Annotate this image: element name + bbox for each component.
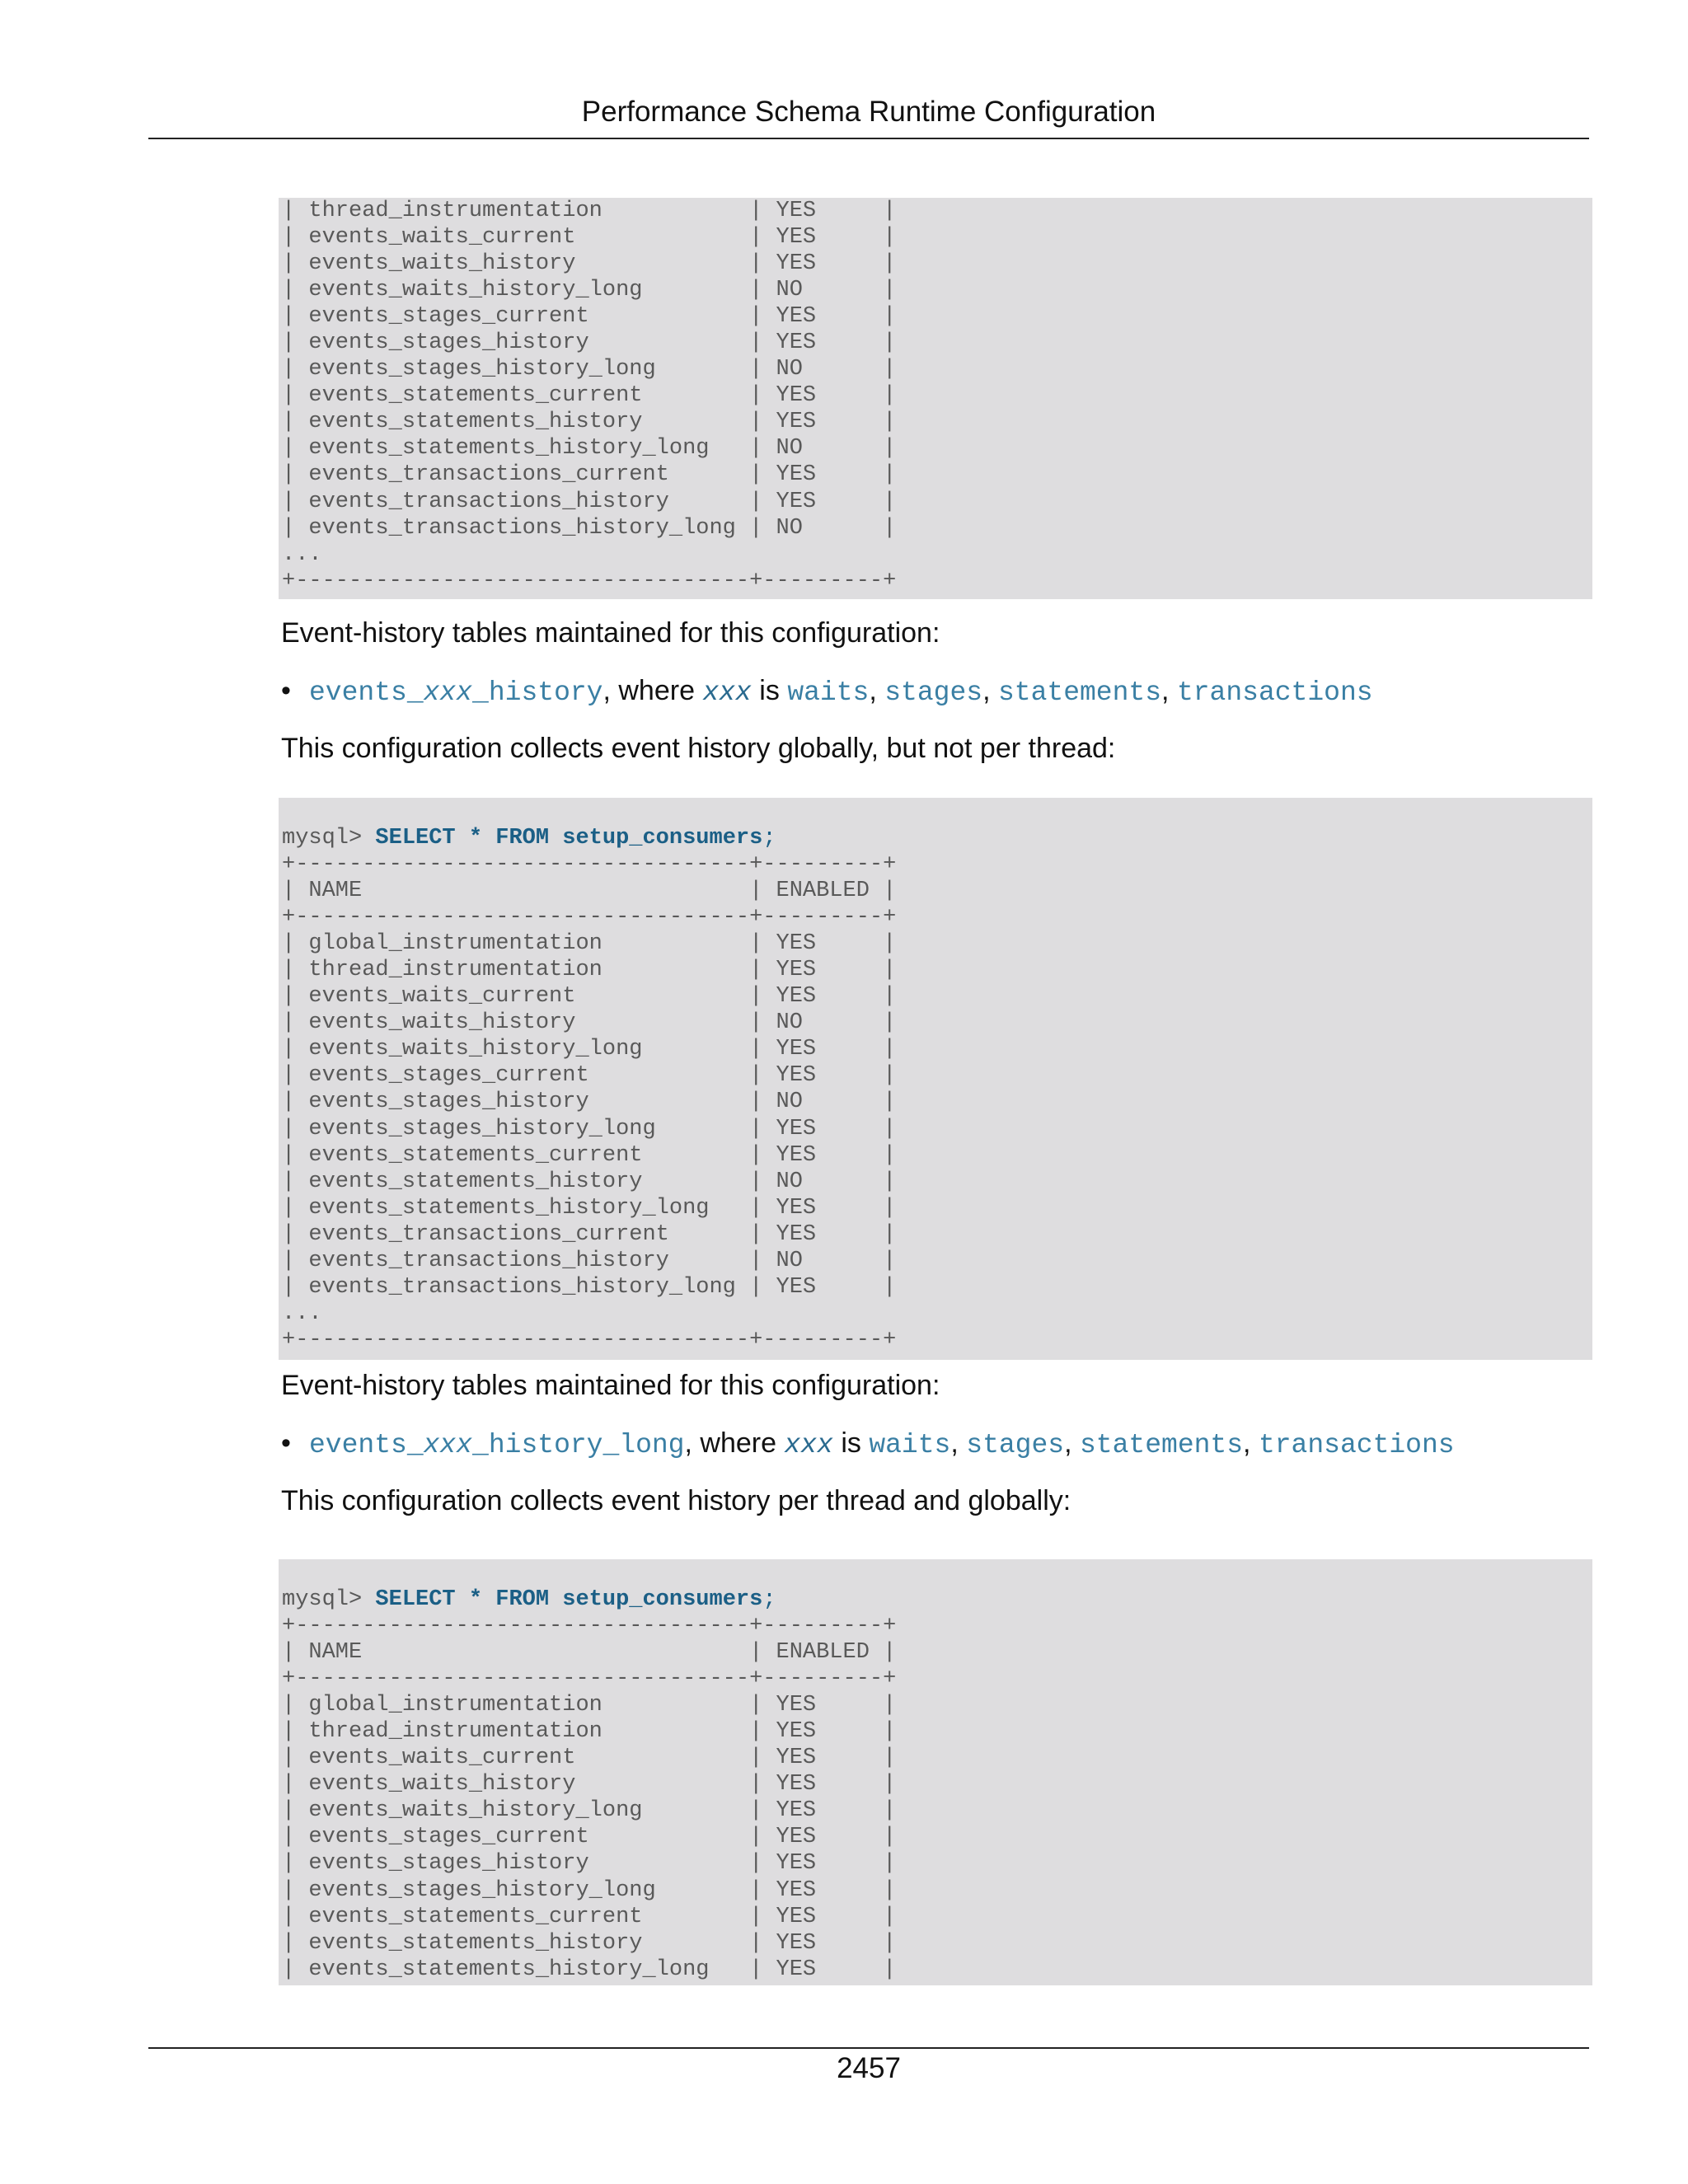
sql-command: SELECT * FROM setup_consumers (375, 826, 763, 851)
link-stages[interactable]: stages (966, 1430, 1065, 1460)
link-var: xxx (423, 1430, 473, 1460)
link-statements[interactable]: statements (997, 677, 1162, 708)
code-block-2-prompt-line (282, 825, 1592, 851)
is-text: is (832, 1427, 870, 1459)
is-text: is (751, 675, 788, 706)
code-block-3-prompt-line (282, 1586, 1592, 1613)
link-statements[interactable]: statements (1080, 1430, 1244, 1460)
code-block-2 (279, 798, 1592, 1360)
paragraph-global-not-per-thread: This configuration collects event history globally, but not per thread: (281, 733, 1116, 764)
link-prefix: events_ (309, 677, 424, 708)
xxx-variable: xxx (784, 1430, 833, 1460)
mysql-prompt: mysql> (282, 1587, 376, 1612)
separator: , (1064, 1427, 1080, 1459)
mysql-prompt: mysql> (282, 826, 376, 851)
separator: , (1243, 1427, 1259, 1459)
sql-semicolon: ; (762, 826, 776, 851)
paragraph-event-history-1: Event-history tables maintained for this configuration: (281, 617, 940, 649)
link-events-xxx-history[interactable] (309, 677, 603, 708)
where-text: , where (603, 675, 703, 706)
separator: , (982, 675, 998, 706)
page-header-title: Performance Schema Runtime Configuration (581, 96, 1156, 128)
link-waits[interactable]: waits (869, 1430, 951, 1460)
code-block-2-text: +----------------------------------+---------+ | NAME | ENABLED | +----------------------------------+---------+ | global_instrumentation | YES | | thread_instrumentation | YES | | events_waits_current | YES | | events_waits_history | NO | | events_waits_history_long | YES | | events_stages_current | YES | | events_stages_history | NO | | events_stages_history_long | YES | | events_statements_current | YES | | events_statements_history | NO | | events_statements_history_long | YES | | events_transactions_current | YES | | events_transactions_history | NO | | events_transactions_history_long | YES | ... +----------------------------------+---------+ (282, 852, 897, 1352)
link-prefix: events_ (309, 1430, 424, 1460)
xxx-variable: xxx (702, 677, 752, 708)
link-stages[interactable]: stages (884, 677, 983, 708)
link-transactions[interactable]: transactions (1258, 1430, 1455, 1460)
page-number: 2457 (837, 2052, 901, 2084)
header-divider (148, 138, 1589, 139)
code-block-1-text: | thread_instrumentation | YES | | events_waits_current | YES | | events_waits_history | YES | | events_waits_history_long | NO | | events_stages_current | YES | | events_stages_history | YES | | events_stages_history_long | NO | | events_statements_current | YES | | events_statements_history | YES | | events_statements_history_long | NO | | events_transactions_current | YES | | events_transactions_history | YES | | events_transactions_history_long | NO | ... +----------------------------------+---------+ (282, 199, 897, 593)
sql-semicolon: ; (762, 1587, 776, 1612)
bullet-item-history (281, 673, 1373, 711)
link-var: xxx (423, 677, 473, 708)
separator: , (950, 1427, 967, 1459)
separator: , (869, 675, 885, 706)
code-block-3-text: +----------------------------------+---------+ | NAME | ENABLED | +----------------------------------+---------+ | global_instrumentation | YES | | thread_instrumentation | YES | | events_waits_current | YES | | events_waits_history | YES | | events_waits_history_long | YES | | events_stages_current | YES | | events_stages_history | YES | | events_stages_history_long | YES | | events_statements_current | YES | | events_statements_history | YES | | events_statements_history_long | YES | (282, 1614, 897, 1982)
code-block-1 (279, 198, 1592, 599)
paragraph-event-history-2: Event-history tables maintained for this configuration: (281, 1370, 940, 1401)
where-text: , where (684, 1427, 785, 1459)
sql-command: SELECT * FROM setup_consumers (375, 1587, 763, 1612)
bullet-dot: • (281, 1427, 291, 1459)
bullet-dot: • (281, 675, 291, 706)
paragraph-per-thread-and-globally: This configuration collects event history per thread and globally: (281, 1485, 1071, 1516)
link-transactions[interactable]: transactions (1176, 677, 1373, 708)
link-suffix: _history_long (472, 1430, 685, 1460)
link-events-xxx-history-long[interactable] (309, 1430, 685, 1460)
separator: , (1161, 675, 1177, 706)
code-block-3 (279, 1559, 1592, 1985)
link-waits[interactable]: waits (787, 677, 870, 708)
bullet-item-history-long (281, 1425, 1455, 1464)
link-suffix: _history (472, 677, 603, 708)
